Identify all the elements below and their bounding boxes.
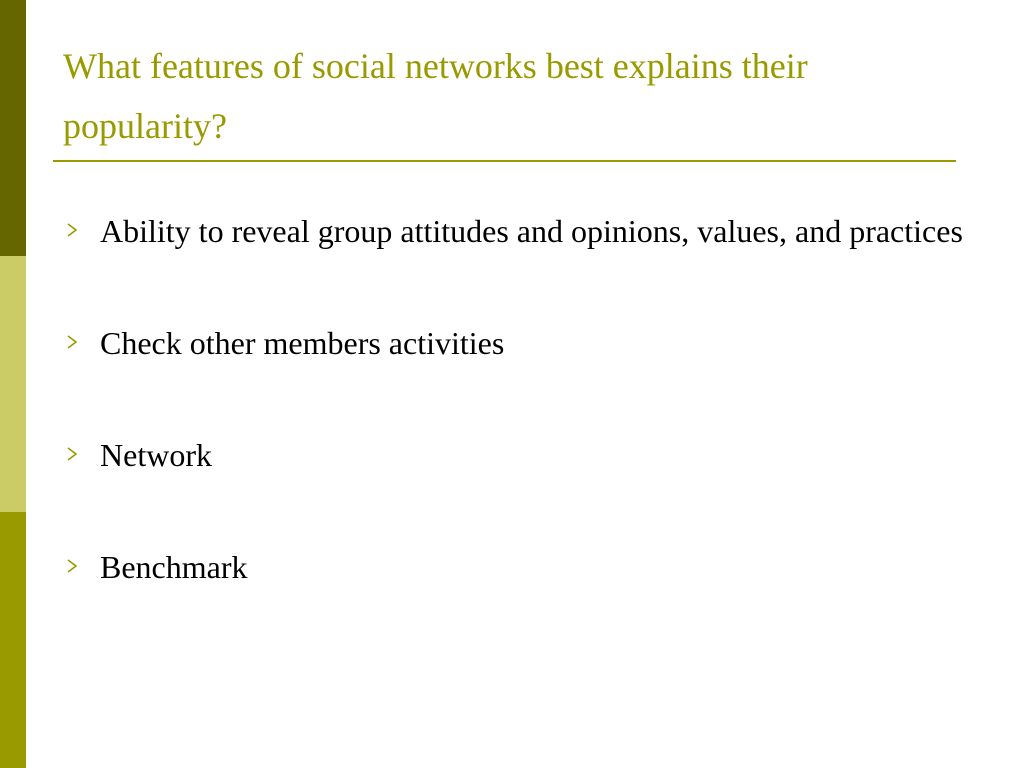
title-underline [53,160,956,162]
bullet-item [63,544,963,590]
side-bar-light [0,256,26,512]
bullet-text: Network [100,437,212,473]
bullet-item [63,208,963,254]
bullet-item [63,432,963,478]
bullet-text: Benchmark [100,549,248,585]
arrowhead-bullet-icon [65,447,79,461]
bullet-item [63,320,963,366]
bullet-text: Ability to reveal group attitudes and opinions, values, and practices [100,213,963,249]
bullet-list [63,208,963,590]
arrowhead-bullet-icon [65,335,79,349]
bullet-text: Check other members activities [100,325,505,361]
slide-title: What features of social networks best explains their popularity? [63,46,808,146]
arrowhead-bullet-icon [65,223,79,237]
side-bar-dark [0,0,26,256]
side-bar-olive [0,512,26,768]
arrowhead-bullet-icon [65,559,79,573]
